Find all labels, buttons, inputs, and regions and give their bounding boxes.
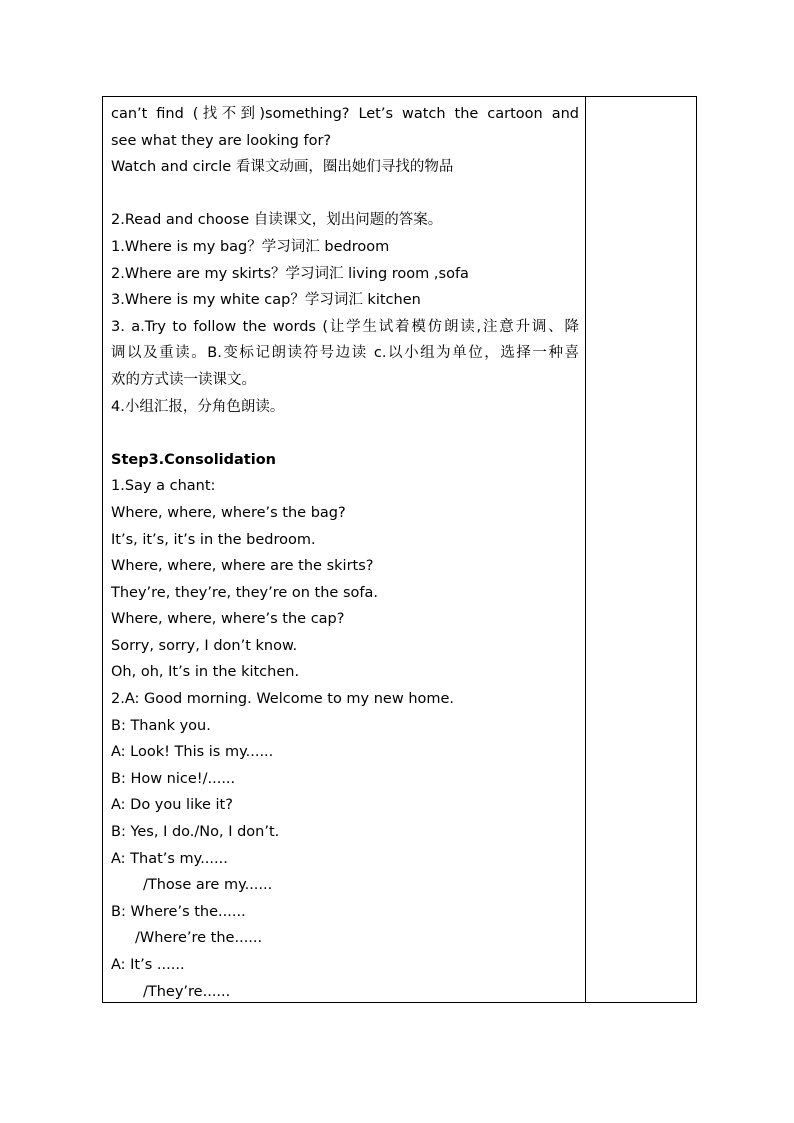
text-line: 4.小组汇报，分角色朗读。 <box>111 398 285 415</box>
text-line: can’t find (找不到)something? Let’s watch the cartoon and <box>111 106 579 122</box>
text-line: Where, where, where’s the bag? <box>111 504 346 521</box>
text-line: Sorry, sorry, I don’t know. <box>111 637 298 654</box>
text-line: A: That’s my...... <box>111 850 228 867</box>
text-line: Oh, oh, It’s in the kitchen. <box>111 664 300 681</box>
text-line: /Those are my...... <box>143 877 273 894</box>
text-line: B: Where’s the...... <box>111 903 246 920</box>
text-line: 1.Say a chant: <box>111 478 216 495</box>
text-line: They’re, they’re, they’re on the sofa. <box>111 584 378 601</box>
text-line: /Where’re the...... <box>135 930 263 947</box>
lesson-content-cell <box>111 101 579 1005</box>
text-line: Where, where, where are the skirts? <box>111 558 374 575</box>
text-line: Watch and circle 看课文动画，圈出她们寻找的物品 <box>111 159 454 176</box>
text-line: B: Thank you. <box>111 717 211 734</box>
text-line: A: Do you like it? <box>111 797 233 814</box>
blank-line <box>111 420 579 447</box>
lesson-table <box>102 96 697 1003</box>
text-line: /They’re...... <box>143 983 231 1000</box>
text-line: A: It’s ...... <box>111 957 185 973</box>
text-line: 调以及重读。B.变标记朗读符号边读 c.以小组为单位，选择一种喜 <box>111 345 579 362</box>
text-line: B: How nice!/...... <box>111 770 236 787</box>
text-line: Step3.Consolidation <box>111 451 276 468</box>
text-line: see what they are looking for? <box>111 132 332 149</box>
text-line: 2.Where are my skirts？学习词汇 living room ,sofa <box>111 265 469 282</box>
text-line: B: Yes, I do./No, I don’t. <box>111 824 280 841</box>
blank-line <box>111 181 579 208</box>
notes-cell <box>586 97 696 1002</box>
text-line: 1.Where is my bag？学习词汇 bedroom <box>111 238 390 255</box>
text-line: 3. a.Try to follow the words (让学生试着模仿朗读,注意升调、降 <box>111 318 579 335</box>
text-line: It’s, it’s, it’s in the bedroom. <box>111 531 316 548</box>
text-line: 2.Read and choose 自读课文，划出问题的答案。 <box>111 212 443 229</box>
text-line: 欢的方式读一读课文。 <box>111 371 256 388</box>
text-line: 3.Where is my white cap？学习词汇 kitchen <box>111 292 421 309</box>
text-line: A: Look! This is my...... <box>111 744 274 761</box>
text-line: 2.A: Good morning. Welcome to my new home. <box>111 691 455 708</box>
text-line: Where, where, where’s the cap? <box>111 611 345 628</box>
